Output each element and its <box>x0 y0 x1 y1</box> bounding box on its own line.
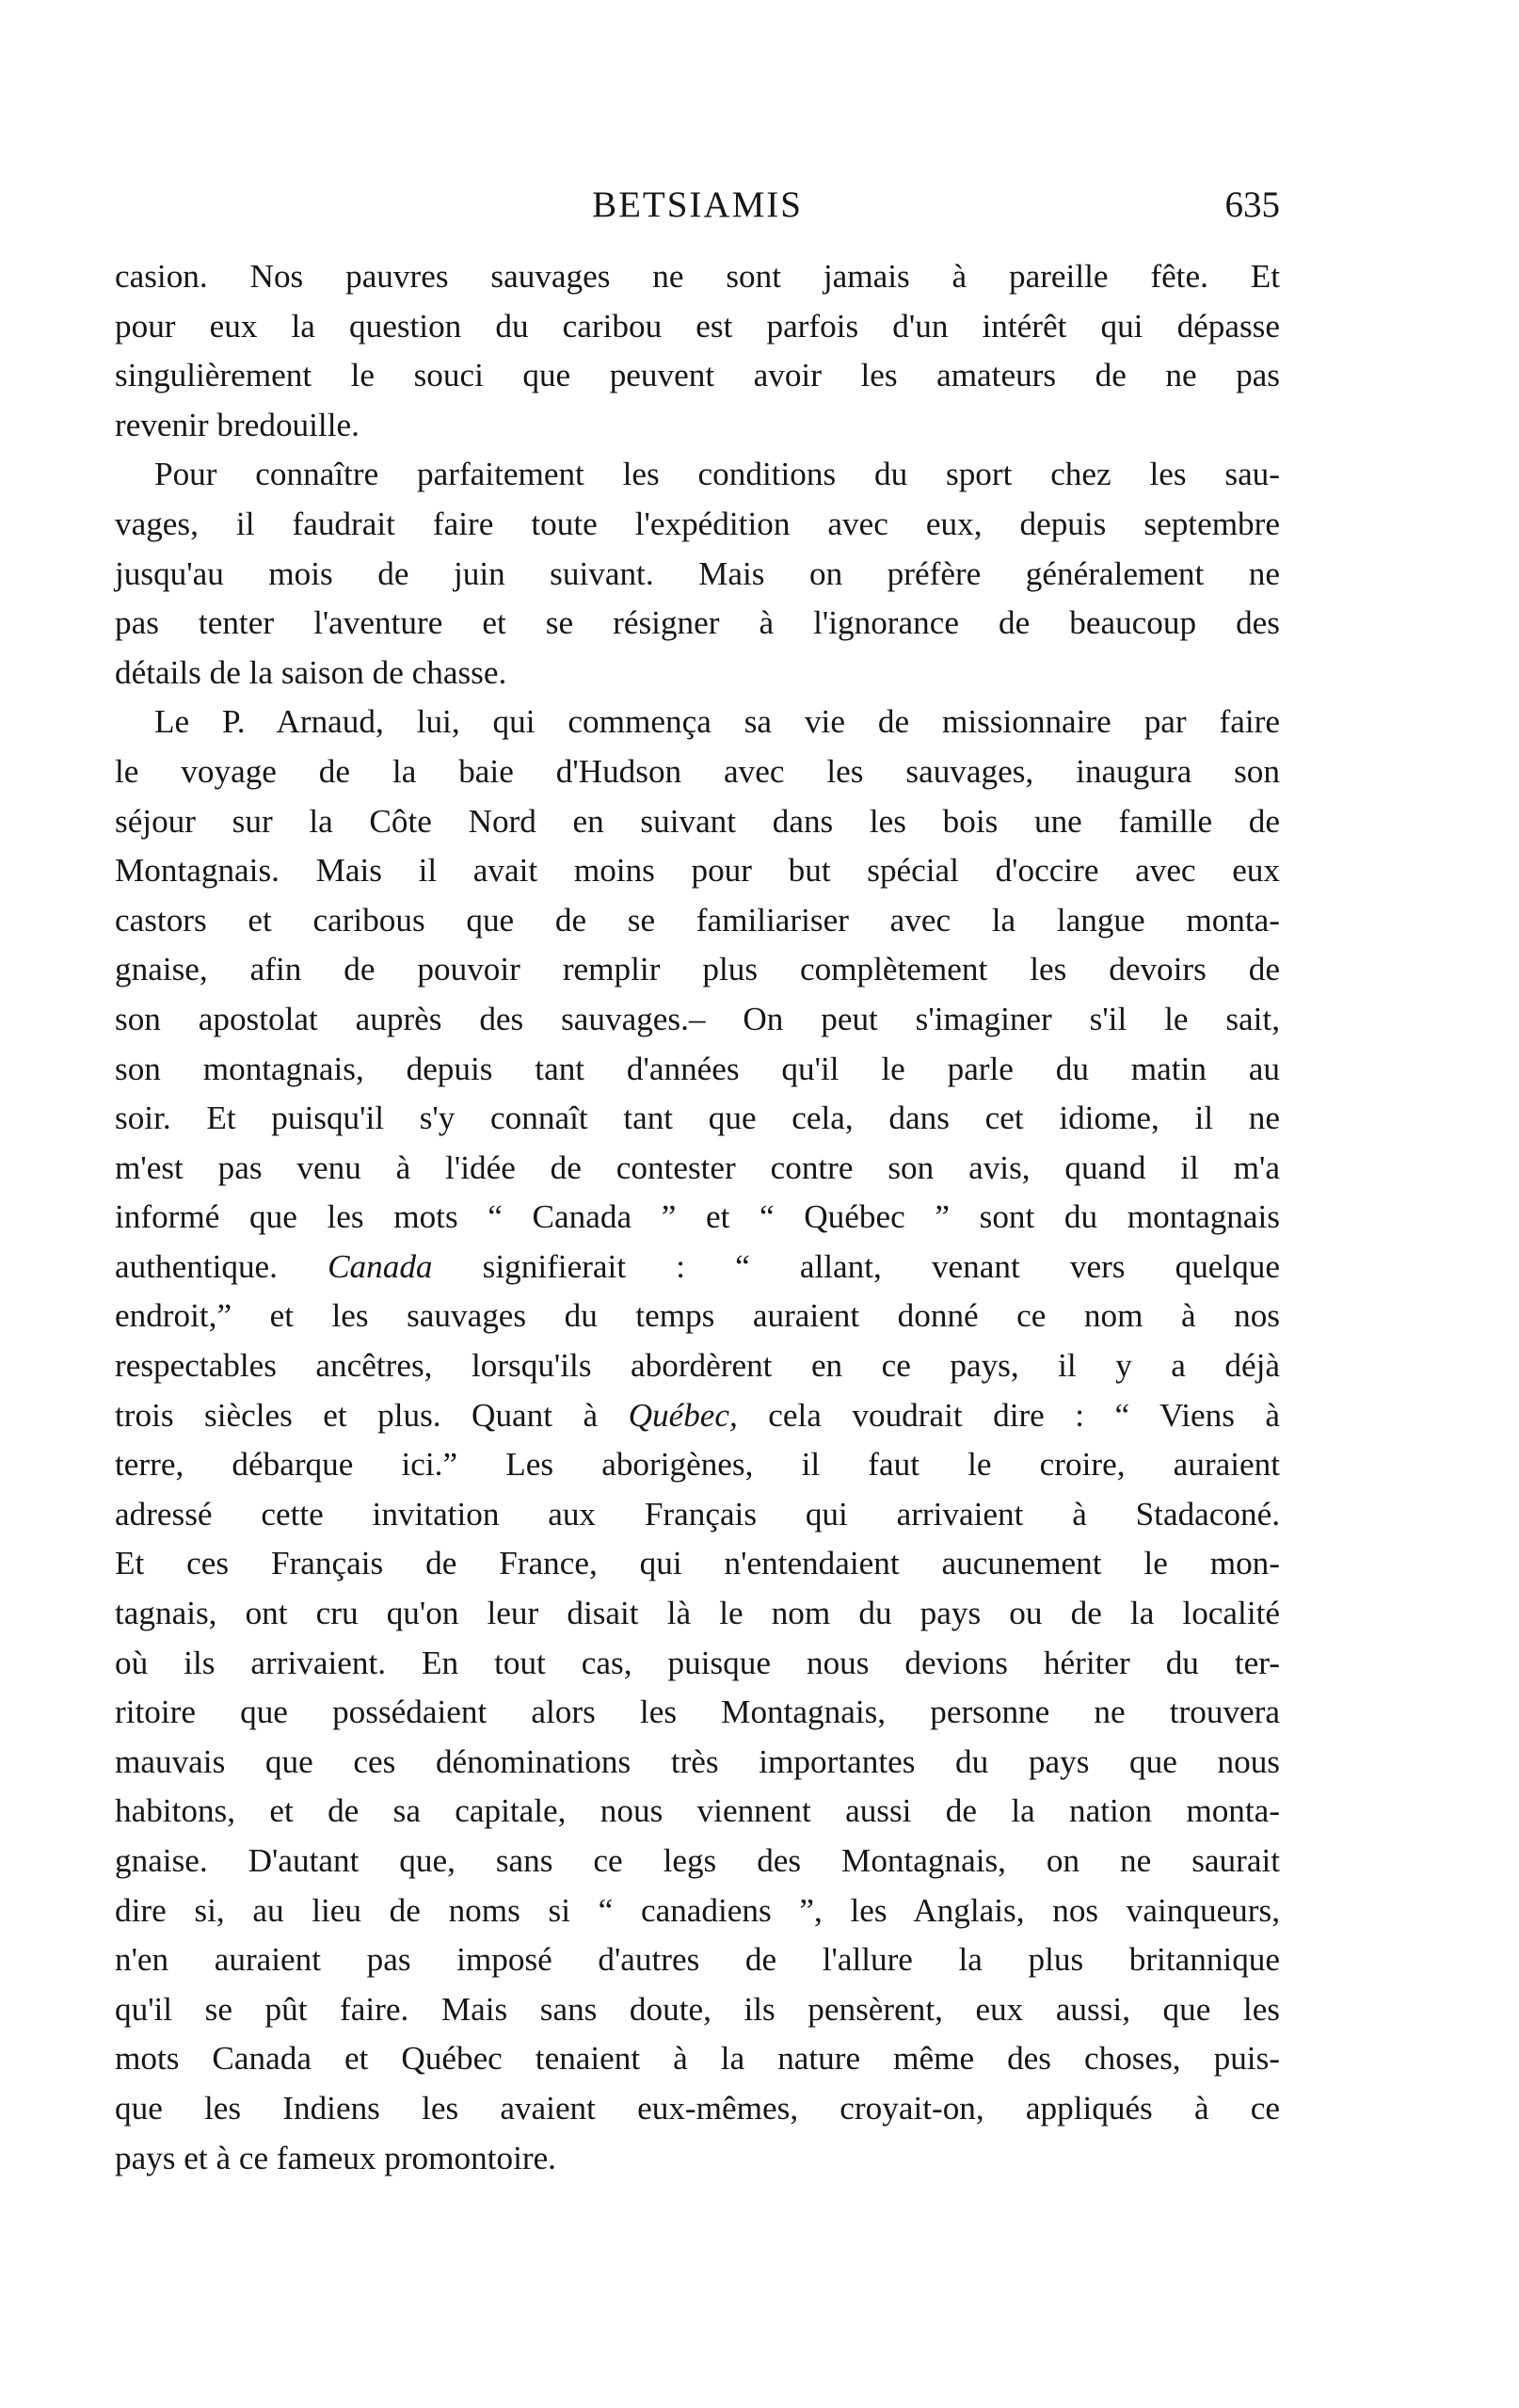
text-line: son montagnais, depuis tant d'années qu'il le parle du matin au <box>115 1050 1280 1087</box>
line-text-after: cela voudrait dire : “ Viens à <box>737 1396 1280 1434</box>
text-line: qu'il se pût faire. Mais sans doute, ils pensèrent, eux aussi, que les <box>115 1990 1280 2028</box>
text-line: que les Indiens les avaient eux-mêmes, croyait-on, appliqués à ce <box>115 2089 1280 2127</box>
text-line: respectables ancêtres, lorsqu'ils abordèrent en ce pays, il y a déjà <box>115 1347 1280 1385</box>
text-line: où ils arrivaient. En tout cas, puisque nous devions hériter du ter- <box>115 1644 1280 1681</box>
text-line: n'en auraient pas imposé d'autres de l'allure la plus britannique <box>115 1941 1280 1979</box>
text-line: vages, il faudrait faire toute l'expédition avec eux, depuis septembre <box>115 505 1280 542</box>
text-line: Pour connaître parfaitement les conditions du sport chez les sau- <box>154 456 1280 493</box>
line-text-before: trois siècles et plus. Quant à <box>115 1396 629 1434</box>
text-line: castors et caribous que de se familiariser avec la langue monta- <box>115 901 1280 939</box>
italic-word: Canada <box>328 1247 433 1285</box>
text-line: endroit,” et les sauvages du temps auraient donné ce nom à nos <box>115 1297 1280 1335</box>
text-line: dire si, au lieu de noms si “ canadiens ”, les Anglais, nos vainqueurs, <box>115 1891 1280 1929</box>
page-number: 635 <box>1224 185 1280 225</box>
text-line: son apostolat auprès des sauvages.– On peut s'imaginer s'il le sait, <box>115 1000 1280 1037</box>
text-line: singulièrement le souci que peuvent avoir les amateurs de ne pas <box>115 357 1280 394</box>
text-line: ritoire que possédaient alors les Montagnais, personne ne trouvera <box>115 1694 1280 1731</box>
text-line: jusqu'au mois de juin suivant. Mais on préfère généralement ne <box>115 554 1280 592</box>
text-line: Montagnais. Mais il avait moins pour but spécial d'occire avec eux <box>115 852 1280 890</box>
text-line: Et ces Français de France, qui n'entendaient aucunement le mon- <box>115 1545 1280 1582</box>
text-line: revenir bredouille. <box>115 406 360 443</box>
text-line: pays et à ce fameux promontoire. <box>115 2139 556 2176</box>
running-header <box>115 181 1280 237</box>
body-text <box>115 252 1280 2183</box>
text-line: adressé cette invitation aux Français qui arrivaient à Stadaconé. <box>115 1495 1280 1533</box>
text-line: mauvais que ces dénominations très importantes du pays que nous <box>115 1742 1280 1780</box>
text-line: Le P. Arnaud, lui, qui commença sa vie de missionnaire par faire <box>154 703 1280 741</box>
text-line: détails de la saison de chasse. <box>115 653 507 691</box>
running-title: BETSIAMIS <box>592 185 803 225</box>
text-line: soir. Et puisqu'il s'y connaît tant que cela, dans cet idiome, il ne <box>115 1100 1280 1137</box>
text-line: habitons, et de sa capitale, nous viennent aussi de la nation monta- <box>115 1792 1280 1830</box>
text-line: m'est pas venu à l'idée de contester contre son avis, quand il m'a <box>115 1148 1280 1186</box>
italic-word: Québec, <box>628 1396 738 1434</box>
text-line: gnaise. D'autant que, sans ce legs des Montagnais, on ne saurait <box>115 1842 1280 1879</box>
text-line: pour eux la question du caribou est parfois d'un intérêt qui dépasse <box>115 307 1280 345</box>
text-line: terre, débarque ici.” Les aborigènes, il faut le croire, auraient <box>115 1446 1280 1484</box>
text-line: informé que les mots “ Canada ” et “ Québec ” sont du montagnais <box>115 1198 1280 1236</box>
text-line <box>115 1391 1280 1441</box>
text-line: mots Canada et Québec tenaient à la nature même des choses, puis- <box>115 2040 1280 2078</box>
text-line: le voyage de la baie d'Hudson avec les sauvages, inaugura son <box>115 752 1280 790</box>
text-line <box>115 1243 1280 1292</box>
text-line: séjour sur la Côte Nord en suivant dans les bois une famille de <box>115 802 1280 840</box>
text-line: tagnais, ont cru qu'on leur disait là le nom du pays ou de la localité <box>115 1595 1280 1632</box>
text-line: pas tenter l'aventure et se résigner à l'ignorance de beaucoup des <box>115 604 1280 642</box>
text-line: gnaise, afin de pouvoir remplir plus complètement les devoirs de <box>115 951 1280 988</box>
line-text-before: authentique. <box>115 1247 328 1285</box>
text-line: casion. Nos pauvres sauvages ne sont jamais à pareille fête. Et <box>115 258 1280 295</box>
line-text-after: signifierait : “ allant, venant vers quelque <box>432 1247 1280 1285</box>
